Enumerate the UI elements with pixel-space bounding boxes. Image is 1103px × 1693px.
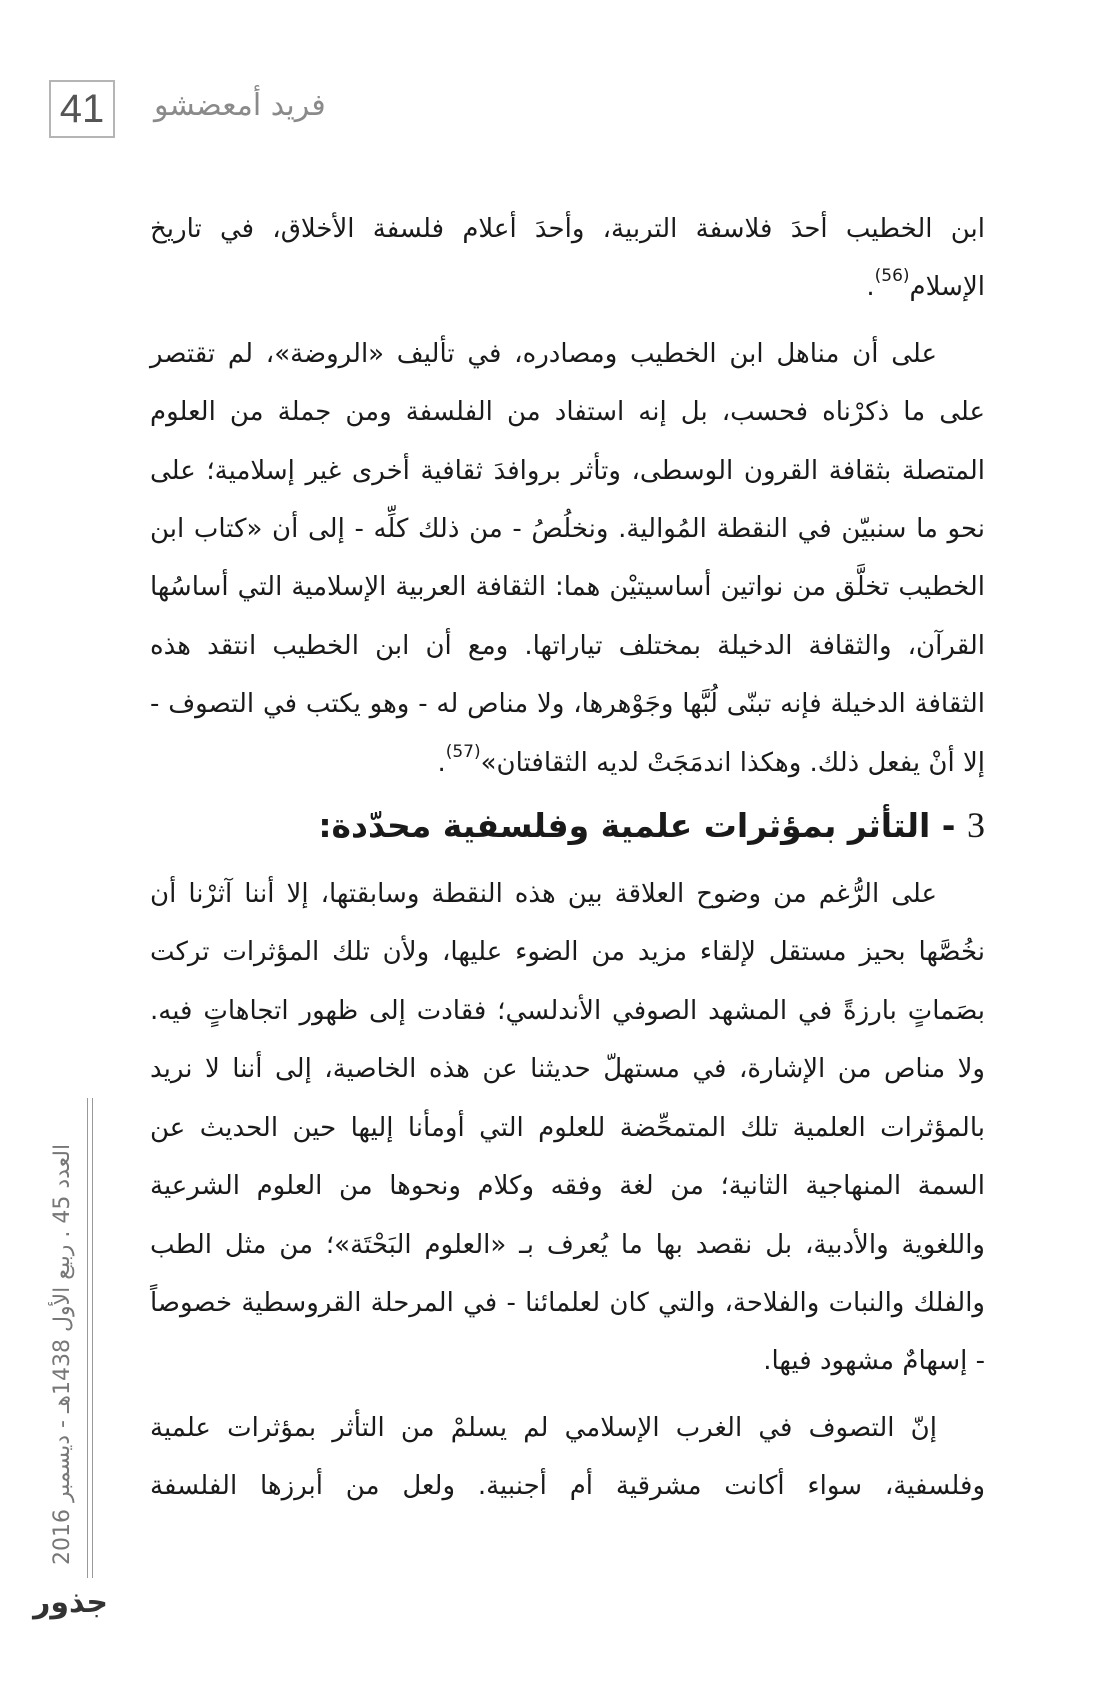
paragraph-end: . xyxy=(866,272,875,303)
paragraph: إنّ التصوف في الغرب الإسلامي لم يسلمْ من التأثر بمؤثرات علمية وفلسفية، سواء أكانت مشرقية أم أجنبية. ولعل من أبرزها الفلسفة xyxy=(150,1412,985,1502)
section-title: - التأثر بمؤثرات علمية وفلسفية محدّدة: xyxy=(318,806,956,846)
author-name: فريد أمعضشو xyxy=(154,88,326,123)
page-number: 41 xyxy=(49,80,115,138)
paragraph xyxy=(150,325,985,792)
footnote-ref: (57) xyxy=(445,741,481,762)
section-heading xyxy=(150,796,985,855)
paragraph xyxy=(150,200,985,317)
paragraph-text: على أن مناهل ابن الخطيب ومصادره، في تأليف «الروضة»، لم تقتصر على ما ذكرْناه فحسب، بل إنه استفاد من الفلسفة ومن جملة من العلوم المتصلة بثقافة القرون الوسطى، وتأثر بروافدَ ثقافية أخرى غير إسلامية؛ على نحو ما سنبيّن في النقطة المُوالية. ونخلُصُ - من ذلك كلِّه - إلى أن «كتاب ابن الخطيب تخلَّق من نواتين أساسيتيْن هما: الثقافة العربية الإسلامية التي أساسُها القرآن، والثقافة الدخيلة بمختلف تياراتها. ومع أن ابن الخطيب انتقد هذه الثقافة الدخيلة فإنه تبنّى لُبَّها وجَوْهرها، ولا مناص له - وهو يكتب في التصوف - إلا أنْ يفعل ذلك. وهكذا اندمَجَتْ لديه الثقافتان» xyxy=(150,338,985,778)
section-number: 3 xyxy=(967,805,985,846)
footnote-ref: (56) xyxy=(874,266,910,287)
paragraph-end: . xyxy=(437,747,446,778)
journal-logo: جذور xyxy=(33,1585,108,1620)
paragraph-text: ابن الخطيب أحدَ فلاسفة التربية، وأحدَ أعلام فلسفة الأخلاق، في تاريخ الإسلام xyxy=(150,214,985,303)
issue-info: العدد 45 . ربيع الأول 1438هـ - ديسمبر 2016 xyxy=(50,1143,75,1565)
paragraph: على الرُّغم من وضوح العلاقة بين هذه النقطة وسابقتها، إلا أننا آثرْنا أن نخُصَّها بحيز مستقل لإلقاء مزيد من الضوء عليها، ولأن تلك المؤثرات تركت بصَماتٍ بارزةً في المشهد الصوفي الأندلسي؛ فقادت إلى ظهور اتجاهاتٍ فيه. ولا مناص من الإشارة، في مستهلّ حديثنا عن هذه الخاصية، إلى أننا لا نريد بالمؤثرات العلمية تلك المتمحِّضة للعلوم التي أومأنا إليها حين الحديث عن السمة المنهاجية الثانية؛ من لغة وفقه وكلام ونحوها من العلوم الشرعية واللغوية والأدبية، بل نقصد بها ما يُعرف بـ «العلوم البَحْتَة»؛ من مثل الطب والفلك والنبات والفلاحة، والتي كان لعلمائنا - في المرحلة القروسطية خصوصاً - إسهامٌ مشهود فيها. xyxy=(150,879,985,1377)
side-divider xyxy=(87,1098,93,1578)
article-body xyxy=(150,200,985,1516)
